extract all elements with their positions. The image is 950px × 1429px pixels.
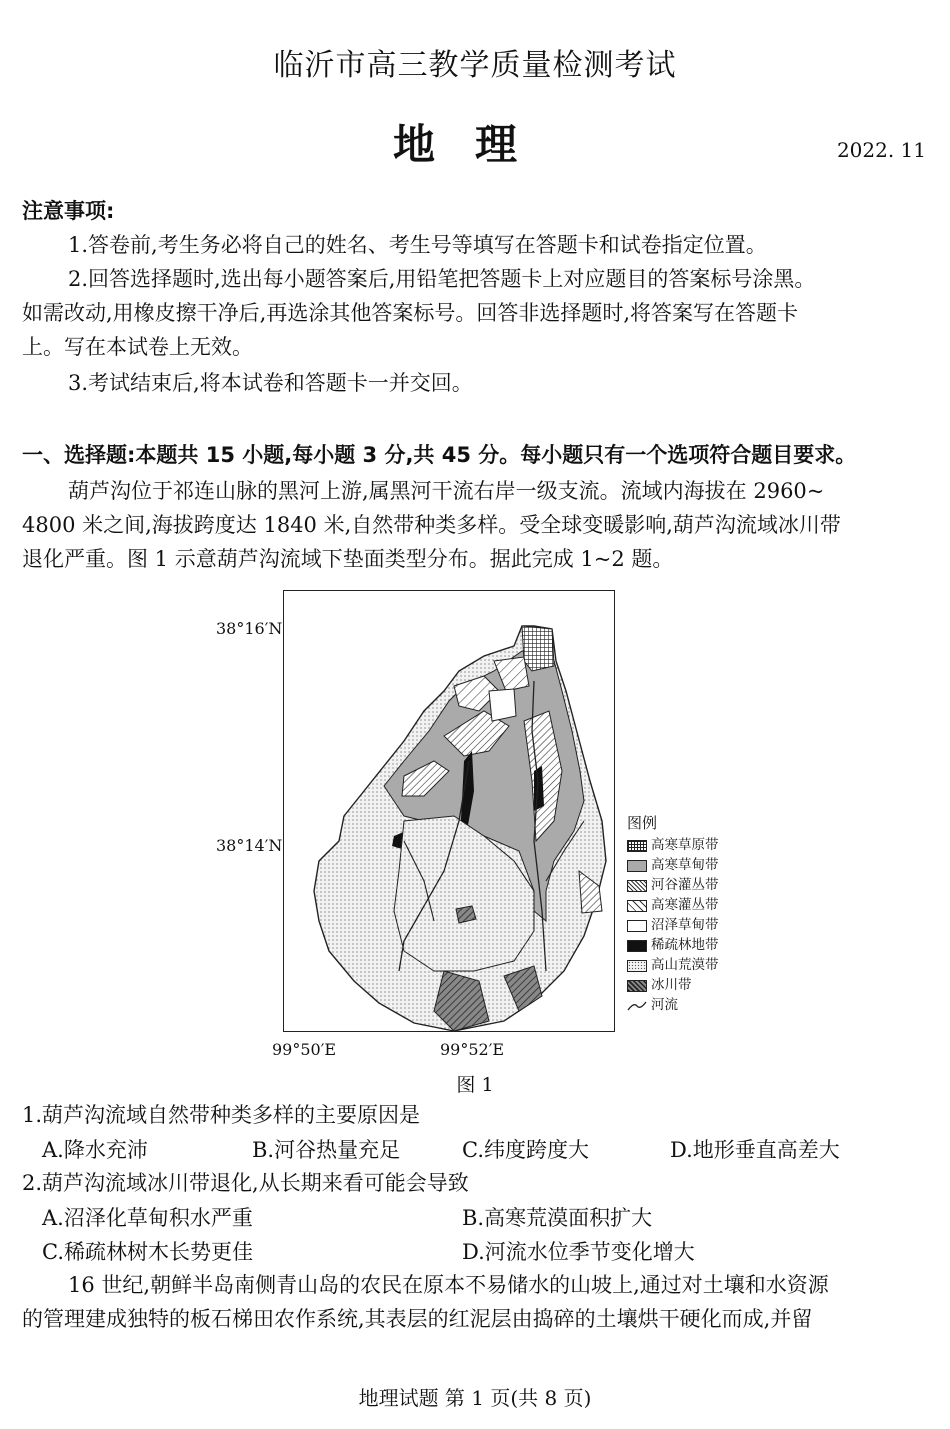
figure-caption: 图 1 <box>456 1074 494 1096</box>
basin-map-svg <box>284 591 614 1031</box>
page-footer: 地理试题 第 1 页(共 8 页) <box>358 1386 592 1410</box>
grid-swatch-icon <box>627 840 647 852</box>
legend-item: 高山荒漠带 <box>627 956 719 974</box>
question-1-stem: 1.葫芦沟流域自然带种类多样的主要原因是 <box>22 1103 421 1127</box>
intro-line: 4800 米之间,海拔跨度达 1840 米,自然带种类多样。受全球变暖影响,葫芦沟流域冰川带 <box>22 513 841 537</box>
lon-label-east: 99°52′E <box>440 1040 505 1059</box>
exam-title: 临沂市高三教学质量检测考试 <box>273 48 677 83</box>
notice-item: 3.考试结束后,将本试卷和答题卡一并交回。 <box>68 371 473 395</box>
lat-label-north: 38°16′N <box>216 619 283 638</box>
legend-item: 沼泽草甸带 <box>627 916 719 934</box>
question-1-option-a: A.降水充沛 <box>42 1138 148 1162</box>
legend-item: 河谷灌丛带 <box>627 876 719 894</box>
intro-line: 退化严重。图 1 示意葫芦沟流域下垫面类型分布。据此完成 1~2 题。 <box>22 547 674 571</box>
question-2-option-d: D.河流水位季节变化增大 <box>462 1240 695 1264</box>
section-heading: 一、选择题:本题共 15 小题,每小题 3 分,共 45 分。每小题只有一个选项符合题目要求。 <box>22 443 857 467</box>
notice-item: 上。写在本试卷上无效。 <box>22 335 253 359</box>
question-2-option-a: A.沼泽化草甸积水严重 <box>42 1206 253 1230</box>
swamp-meadow-patch <box>489 689 516 721</box>
exam-date: 2022. 11 <box>836 138 926 162</box>
basin-map <box>283 590 615 1032</box>
wide-hatch-swatch-icon <box>627 900 647 912</box>
hatch-swatch-icon <box>627 880 647 892</box>
notice-item: 2.回答选择题时,选出每小题答案后,用铅笔把答题卡上对应题目的答案标号涂黑。 <box>68 267 816 291</box>
question-1-option-c: C.纬度跨度大 <box>462 1138 589 1162</box>
legend-item: 高寒草原带 <box>627 836 719 854</box>
black-swatch-icon <box>627 940 647 952</box>
passage-line: 16 世纪,朝鲜半岛南侧青山岛的农民在原本不易储水的山坡上,通过对土壤和水资源 <box>68 1273 829 1297</box>
question-2-option-c: C.稀疏林树木长势更佳 <box>42 1240 253 1264</box>
legend-item: 冰川带 <box>627 976 692 994</box>
lon-label-west: 99°50′E <box>272 1040 337 1059</box>
passage-line: 的管理建成独特的板石梯田农作系统,其表层的红泥层由捣碎的土壤烘干硬化而成,并留 <box>22 1307 813 1331</box>
notice-item: 如需改动,用橡皮擦干净后,再选涂其他答案标号。回答非选择题时,将答案写在答题卡 <box>22 301 799 325</box>
notice-title: 注意事项: <box>22 199 115 223</box>
lat-label-south: 38°14′N <box>216 836 283 855</box>
dots-swatch-icon <box>627 960 647 972</box>
question-1-option-d: D.地形垂直高差大 <box>670 1138 840 1162</box>
question-1-option-b: B.河谷热量充足 <box>252 1138 401 1162</box>
legend-item: 高寒草甸带 <box>627 856 719 874</box>
question-2-stem: 2.葫芦沟流域冰川带退化,从长期来看可能会导致 <box>22 1171 469 1195</box>
notice-item: 1.答卷前,考生务必将自己的姓名、考生号等填写在答题卡和试卷指定位置。 <box>68 233 767 257</box>
intro-line: 葫芦沟位于祁连山脉的黑河上游,属黑河干流右岸一级支流。流域内海拔在 2960~ <box>68 479 825 503</box>
legend-item: 稀疏林地带 <box>627 936 719 954</box>
gray-swatch-icon <box>627 860 647 872</box>
legend-title: 图例 <box>627 814 658 832</box>
alpine-steppe-zone <box>522 626 554 671</box>
legend-item: 河流 <box>627 996 678 1014</box>
white-swatch-icon <box>627 920 647 932</box>
question-2-option-b: B.高寒荒漠面积扩大 <box>462 1206 653 1230</box>
legend-item: 高寒灌丛带 <box>627 896 719 914</box>
dark-hatch-swatch-icon <box>627 980 647 992</box>
river-line-icon <box>627 1000 647 1012</box>
subject-title: 地理 <box>392 120 557 169</box>
